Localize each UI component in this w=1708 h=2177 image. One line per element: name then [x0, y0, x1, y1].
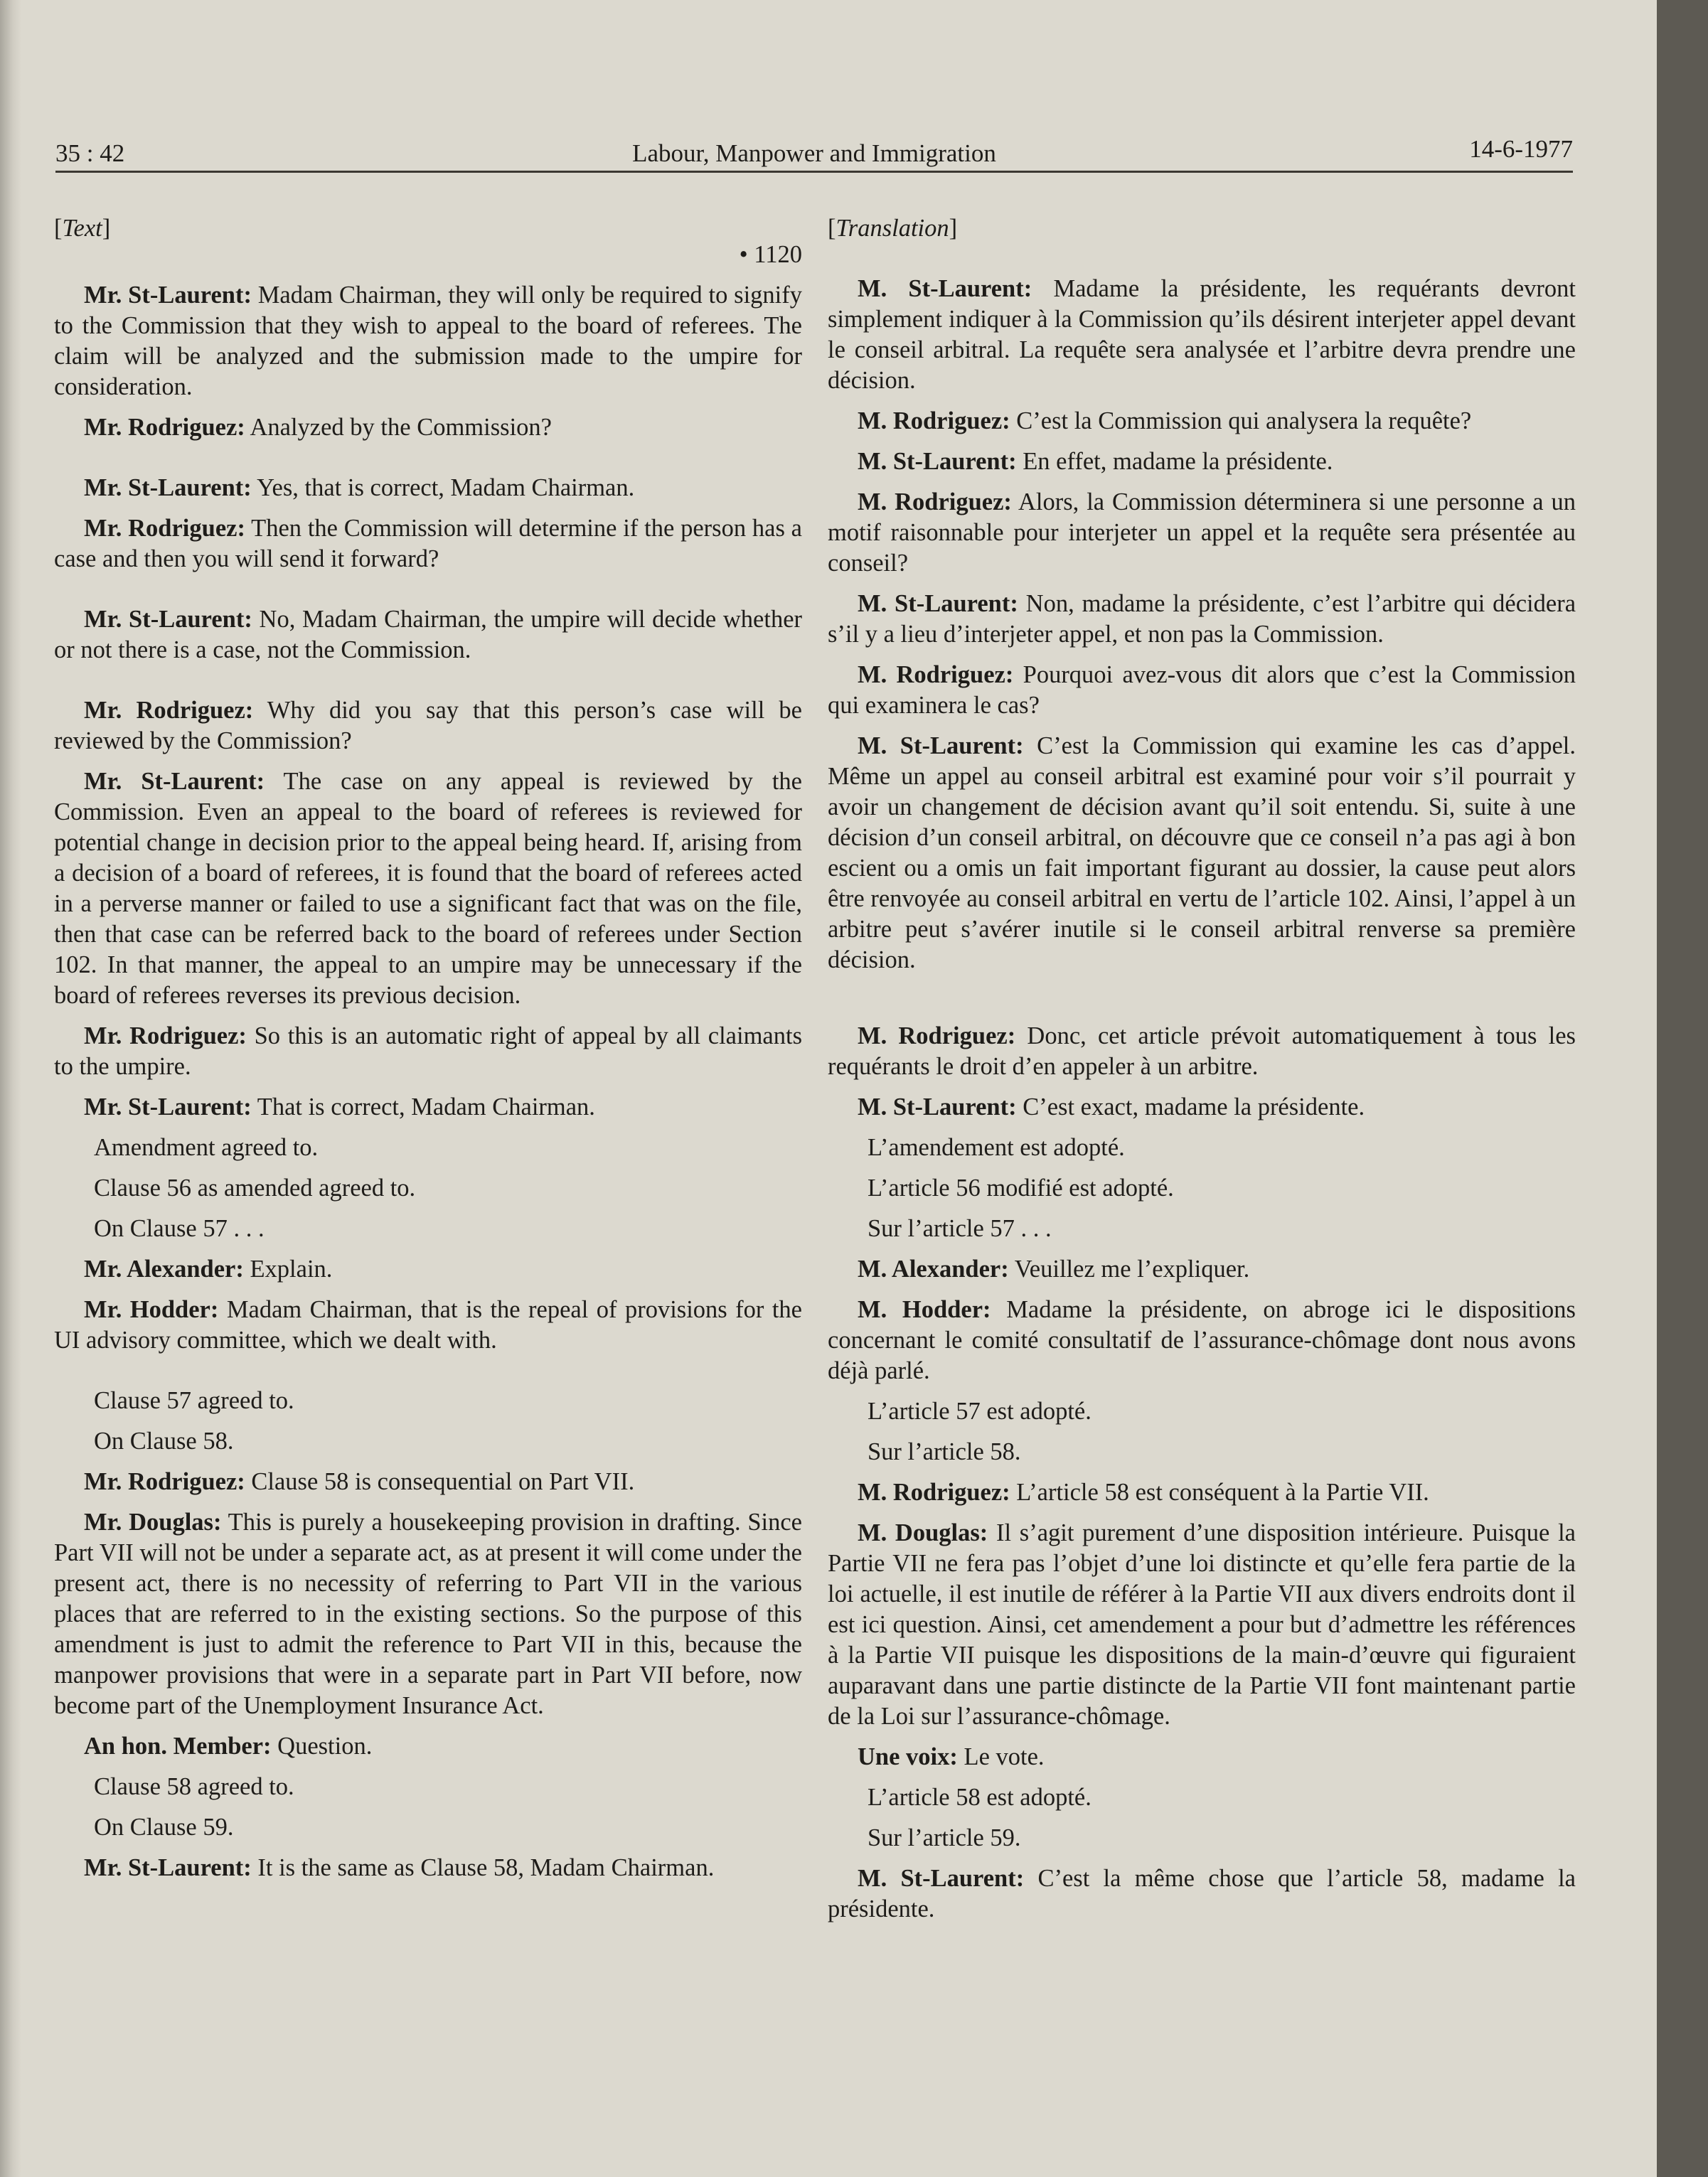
french-paragraph: M. St-Laurent: Madame la présidente, les requérants devront simplement indiquer à la Commission qu’ils désirent interjeter appel devant le conseil arbitral. La requête sera analysée et l’arbitre devra prendre une décision. — [828, 275, 1576, 394]
english-paragraph: Mr. St-Laurent: Madam Chairman, they will only be required to signify to the Commission that they wish to appeal to the board of referees. The claim will be analyzed and the submission made to the umpire for consideration. — [54, 282, 802, 400]
french-paragraph: M. St-Laurent: En effet, madame la présidente. — [858, 448, 1333, 475]
french-paragraph: M. Rodriguez: Alors, la Commission déterminera si une personne a un motif raisonnable pour interjeter un appel et la requête sera présentée au conseil? — [828, 488, 1576, 577]
english-paragraph: On Clause 59. — [94, 1814, 234, 1841]
english-paragraph: Mr. Rodriguez: Why did you say that this person’s case will be reviewed by the Commission? — [54, 697, 802, 754]
english-paragraph: An hon. Member: Question. — [84, 1733, 373, 1760]
running-header — [55, 135, 1573, 173]
english-paragraph: Mr. St-Laurent: That is correct, Madam Chairman. — [84, 1093, 595, 1120]
page-number: 35 : 42 — [55, 139, 125, 167]
english-paragraph: On Clause 58. — [94, 1428, 234, 1455]
english-paragraph: Mr. St-Laurent: The case on any appeal is reviewed by the Commission. Even an appeal to the board of referees is reviewed for potential change in decision prior to the appeal being heard. If, arising from a decision of a board of referees, it is found that the board of referees acted in a perverse manner or failed to use a significant fact that was on the file, then that case can be referred back to the board of referees under Section 102. In that manner, the appeal to an umpire may be unnecessary if the board of referees reverses its previous decision. — [54, 768, 802, 1009]
french-paragraph: M. Rodriguez: C’est la Commission qui analysera la requête? — [858, 407, 1472, 434]
english-paragraph: Clause 56 as amended agreed to. — [94, 1175, 416, 1202]
french-paragraph: M. St-Laurent: C’est la même chose que l’article 58, madame la présidente. — [828, 1865, 1576, 1922]
sitting-date: 14-6-1977 — [1469, 135, 1573, 163]
english-paragraph: Mr. Hodder: Madam Chairman, that is the repeal of provisions for the UI advisory committee, which we dealt with. — [54, 1296, 802, 1354]
french-paragraph: Sur l’article 59. — [868, 1824, 1021, 1851]
french-paragraph: M. St-Laurent: C’est exact, madame la présidente. — [858, 1093, 1365, 1120]
french-paragraph: Sur l’article 57 . . . — [868, 1215, 1052, 1242]
french-paragraph: L’article 57 est adopté. — [868, 1398, 1091, 1425]
english-column — [54, 213, 802, 1893]
french-paragraph: L’article 58 est adopté. — [868, 1784, 1091, 1811]
english-paragraph: Clause 58 agreed to. — [94, 1773, 294, 1800]
english-paragraph: Mr. St-Laurent: Yes, that is correct, Madam Chairman. — [84, 474, 635, 501]
english-paragraph: Mr. Rodriguez: Analyzed by the Commission? — [84, 414, 552, 441]
french-paragraph: Sur l’article 58. — [868, 1438, 1021, 1465]
english-paragraph: Mr. Rodriguez: So this is an automatic right of appeal by all claimants to the umpire. — [54, 1022, 802, 1080]
english-paragraph: Mr. Douglas: This is purely a housekeeping provision in drafting. Since Part VII will not be under a separate act, as at present it will come under the present act, there is no necessity of referring to Part VII in the various places that are referred to in the existing sections. So the purpose of this amendment is just to admit the reference to Part VII in this, because the manpower provisions that were in a separate part in Part VII before, now become part of the Unemployment Insurance Act. — [54, 1509, 802, 1719]
french-paragraph: L’article 56 modifié est adopté. — [868, 1175, 1174, 1202]
french-paragraph: M. St-Laurent: Non, madame la présidente, c’est l’arbitre qui décidera s’il y a lieu d’interjeter appel, et non pas la Commission. — [828, 590, 1576, 648]
english-paragraph: On Clause 57 . . . — [94, 1215, 265, 1242]
time-marker: • 1120 — [739, 241, 802, 268]
english-paragraph: Mr. Rodriguez: Then the Commission will determine if the person has a case and then you will send it forward? — [54, 515, 802, 572]
french-paragraph: Une voix: Le vote. — [858, 1743, 1045, 1770]
english-paragraph: Clause 57 agreed to. — [94, 1387, 294, 1414]
english-paragraph: Mr. Rodriguez: Clause 58 is consequential on Part VII. — [84, 1468, 635, 1495]
french-paragraph: L’amendement est adopté. — [868, 1134, 1125, 1161]
translation-tag: [Translation] — [828, 215, 958, 242]
english-paragraph: Mr. St-Laurent: No, Madam Chairman, the umpire will decide whether or not there is a case, not the Commission. — [54, 606, 802, 663]
french-column — [828, 213, 1576, 1935]
french-paragraph: M. Rodriguez: Pourquoi avez-vous dit alors que c’est la Commission qui examinera le cas? — [828, 661, 1576, 719]
french-paragraph: M. Douglas: Il s’agit purement d’une disposition intérieure. Puisque la Partie VII ne fera pas l’objet d’une loi distincte et qu’elle fera partie de la loi actuelle, il est inutile de référer à la Partie VII aux divers endroits dont il est ici question. Ainsi, cet amendement a pour but d’admettre les références à la Partie VII puisque les dispositions de la main-d’œuvre qui figuraient auparavant dans une partie distincte de la Partie VII font maintenant partie de la Loi sur l’assurance-chômage. — [828, 1519, 1576, 1730]
english-paragraph: Mr. Alexander: Explain. — [84, 1256, 333, 1283]
french-paragraph: M. Rodriguez: Donc, cet article prévoit automatiquement à tous les requérants le droit d’en appeler à un arbitre. — [828, 1022, 1576, 1080]
committee-title: Labour, Manpower and Immigration — [632, 139, 996, 167]
page-binding-edge — [0, 0, 21, 2177]
text-tag: [Text] — [54, 215, 111, 242]
english-paragraph: Amendment agreed to. — [94, 1134, 319, 1161]
english-paragraph: Mr. St-Laurent: It is the same as Clause 58, Madam Chairman. — [84, 1854, 715, 1881]
french-paragraph: M. Hodder: Madame la présidente, on abroge ici le dispositions concernant le comité consultatif de l’assurance-chômage dont nous avons déjà parlé. — [828, 1296, 1576, 1384]
french-paragraph: M. Alexander: Veuillez me l’expliquer. — [858, 1256, 1250, 1283]
french-paragraph: M. St-Laurent: C’est la Commission qui examine les cas d’appel. Même un appel au conseil arbitral est examiné pour voir s’il pourrait y avoir un changement de décision avant qu’il soit entendu. Si, suite à une décision d’un conseil arbitral, on découvre que ce conseil n’a pas agi à bon escient ou a omis un fait important figurant au dossier, la cause peut alors être renvoyée au conseil arbitral en vertu de l’article 102. Ainsi, l’appel à un arbitre peut s’avérer inutile si le conseil arbitral renverse sa première décision. — [828, 732, 1576, 973]
french-paragraph: M. Rodriguez: L’article 58 est conséquent à la Partie VII. — [858, 1479, 1429, 1506]
